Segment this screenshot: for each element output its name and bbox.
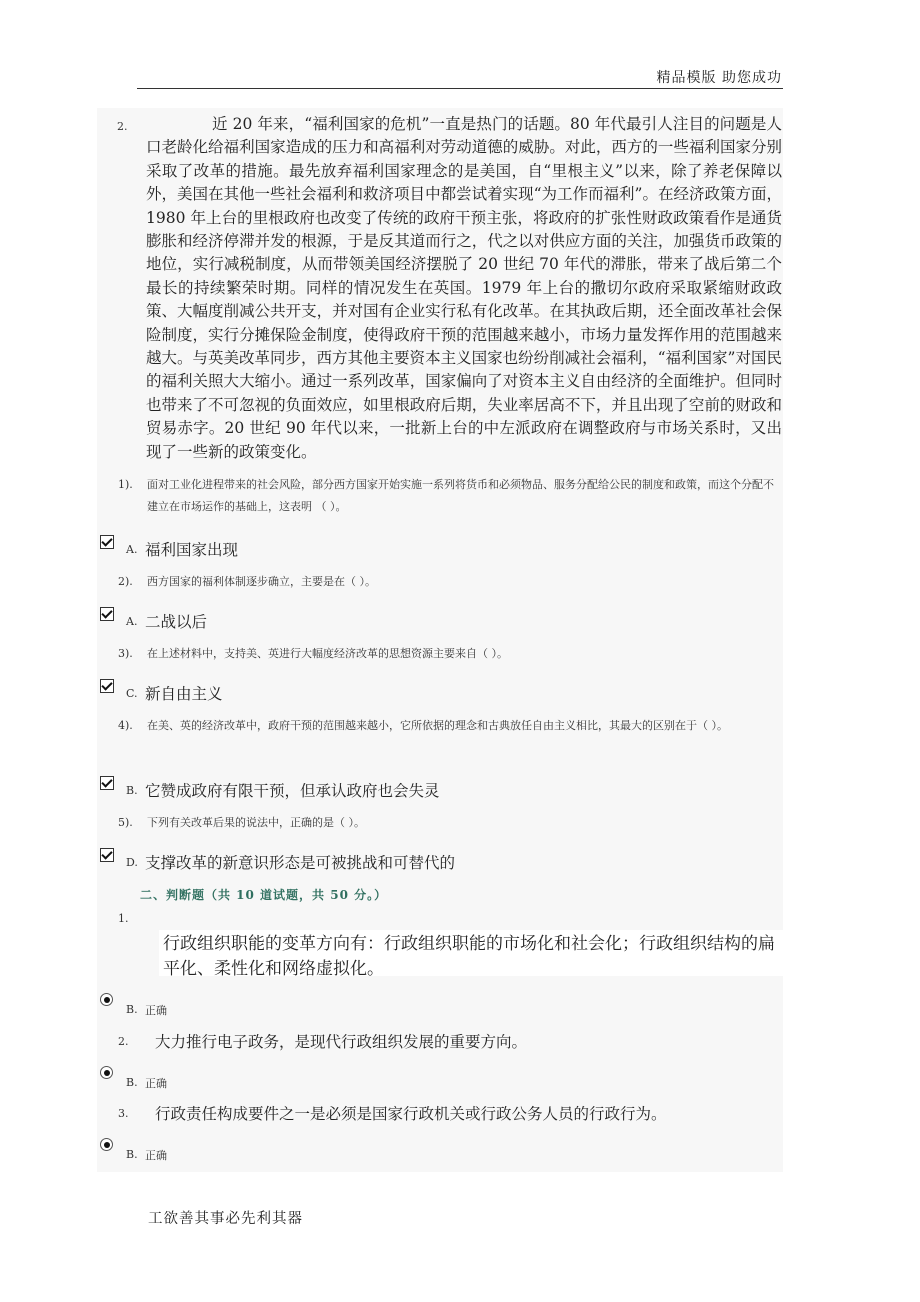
answer-letter: B.: [126, 1003, 138, 1016]
answer-checkbox[interactable]: [100, 776, 114, 790]
answer-radio[interactable]: [100, 993, 113, 1006]
answer-text: 它赞成政府有限干预，但承认政府也会失灵: [145, 782, 440, 800]
answer-checkbox[interactable]: [100, 607, 114, 621]
answer-checkbox[interactable]: [100, 679, 114, 693]
footer-text: 工欲善其事必先利其器: [148, 1211, 303, 1227]
sub-question-number: 4).: [118, 719, 133, 732]
answer-letter: B.: [126, 784, 138, 797]
passage-text: 近 20 年来，“福利国家的危机”一直是热门的话题。80 年代最引人注目的问题是人口老龄化给福利国家造成的压力和高福利对劳动道德的威胁。对此，西方的一些福利国家分别采取了改革的措施。最先放弃福利国家理念的是美国，自“里根主义”以来，除了养老保障以外，美国在其他一些社会福利和救济项目中都尝试着实现“为工作而福利”。在经济政策方面，1980 年上台的里根政府也改变了传统的政府干预主张，将政府的扩张性财政政策看作是通货膨胀和经济停滞并发的根源，于是反其道而行之，代之以对供应方面的关注，加强货币政策的地位，实行减税制度，从而带领美国经济摆脱了 20 世纪 70 年代的滞胀，带来了战后第二个最长的持续繁荣时期。同样的情况发生在英国。1979 年上台的撒切尔政府采取紧缩财政政策、大幅度削减公共开支，并对国有企业实行私有化改革。在其执政后期，还全面改革社会保险制度，实行分摊保险金制度，使得政府干预的范围越来越小，市场力量发挥作用的范围越来越大。与英美改革同步，西方其他主要资本主义国家也纷纷削减社会福利，“福利国家”对国民的福利关照大大缩小。通过一系列改革，国家偏向了对资本主义自由经济的全面维护。但同时也带来了不可忽视的负面效应，如里根政府后期，失业率居高不下，并且出现了空前的财政和贸易赤字。20 世纪 90 年代以来，一批新上台的中左派政府在调整政府与市场关系时，又出现了一些新的政策变化。: [146, 115, 782, 461]
answer-letter: B.: [126, 1076, 138, 1089]
answer-radio[interactable]: [100, 1066, 113, 1079]
judge-question-text: 大力推行电子政务，是现代行政组织发展的重要方向。: [155, 1033, 528, 1051]
judge-question-text: 行政责任构成要件之一是必须是国家行政机关或行政公务人员的行政行为。: [155, 1105, 667, 1123]
sub-question-text: 面对工业化进程带来的社会风险，部分西方国家开始实施一系列将货币和必须物品、服务分配给公民的制度和政策，而这个分配不建立在市场运作的基础上，这表明 （ ）。: [147, 478, 774, 513]
sub-question-number: 2).: [118, 575, 133, 588]
judge-question-number: 1.: [118, 912, 129, 925]
judge-question-text-content: 行政组织职能的变革方向有：行政组织职能的市场化和社会化；行政组织结构的扁平化、柔性化和网络虚拟化。: [163, 934, 775, 979]
answer-letter: B.: [126, 1148, 138, 1161]
judge-question-number: 2.: [118, 1035, 129, 1048]
answer-text: 二战以后: [145, 613, 208, 631]
answer-text: 福利国家出现: [145, 541, 239, 559]
answer-letter: C.: [126, 687, 138, 700]
sub-question-text: 在美、英的经济改革中，政府干预的范围越来越小，它所依据的理念和古典放任自由主义相比，其最大的区别在于（ ）。: [147, 719, 728, 732]
answer-letter: A.: [126, 543, 138, 556]
question-number: 2.: [117, 120, 128, 133]
answer-letter: D.: [126, 856, 138, 869]
answer-text: 新自由主义: [145, 685, 223, 703]
answer-text: 正确: [145, 1004, 167, 1017]
answer-text: 支撑改革的新意识形态是可被挑战和可替代的: [145, 854, 456, 872]
answer-radio[interactable]: [100, 1138, 113, 1151]
answer-text: 正确: [145, 1077, 167, 1090]
judge-question-text: [163, 932, 779, 982]
header-text: 精品模版 助您成功: [656, 70, 782, 86]
sub-question-number: 1).: [118, 478, 133, 491]
judge-question-number: 3.: [118, 1107, 129, 1120]
answer-checkbox[interactable]: [100, 535, 114, 549]
answer-checkbox[interactable]: [100, 848, 114, 862]
answer-text: 正确: [145, 1149, 167, 1162]
sub-question-text: 西方国家的福利体制逐步确立，主要是在（ ）。: [147, 575, 376, 588]
sub-question-text: 下列有关改革后果的说法中，正确的是（ ）。: [147, 816, 365, 829]
sub-question-number: 5).: [118, 816, 133, 829]
sub-question-text: 在上述材料中，支持美、英进行大幅度经济改革的思想资源主要来自（ ）。: [147, 647, 508, 660]
answer-letter: A.: [126, 615, 138, 628]
section-title: 二、判断题（共 10 道试题，共 50 分。）: [140, 888, 388, 902]
sub-question-number: 3).: [118, 647, 133, 660]
header-rule: [137, 88, 783, 89]
